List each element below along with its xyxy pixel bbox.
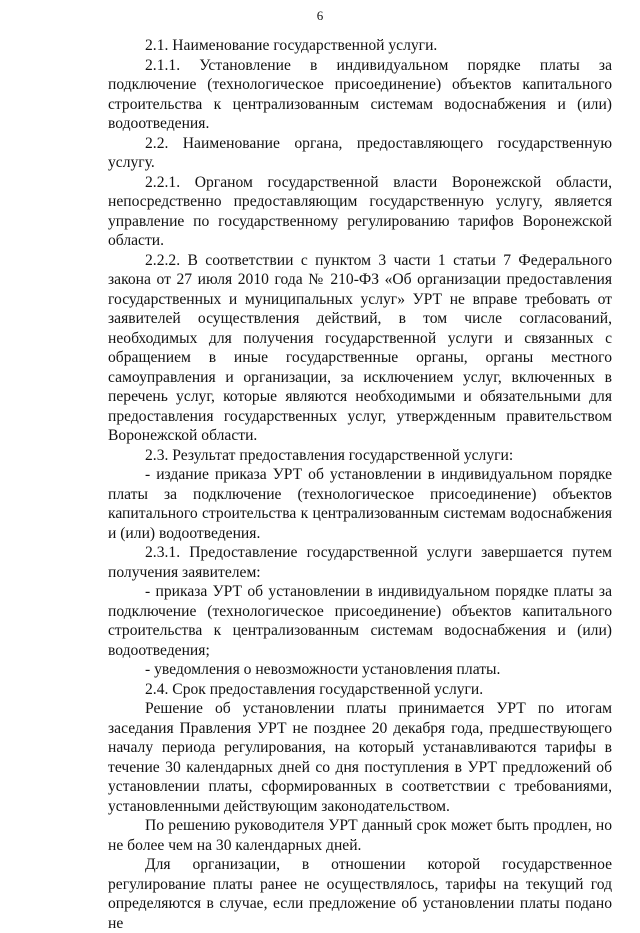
- section-heading-2-1: 2.1. Наименование государственной услуги.: [145, 37, 438, 54]
- section-heading-2-3: 2.3. Результат предоставления государственной услуги:: [145, 446, 514, 464]
- section-heading-2-4: 2.4. Срок предоставления государственной услуги.: [145, 680, 484, 698]
- document-body: [108, 36, 612, 933]
- paragraph-decision: Решение об установлении платы принимается УРТ по итогам заседания Правления УРТ не позднее 20 декабря года, предшествующего началу периода регулирования, на который устанавливаются тарифы в течение 30 календарных дней со дня поступления в УРТ предложений об установлении платы, сформированных в соответствии с требованиями, установленными действующим законодательством.: [108, 700, 612, 815]
- page-number: 6: [316, 8, 324, 23]
- list-item-notification: - уведомления о невозможности установления платы.: [145, 661, 501, 678]
- paragraph-new-organization: Для организации, в отношении которой государственное регулирование платы ранее не осуществлялось, тарифы на текущий год определяются в случае, если предложение об установлении платы подано не: [108, 856, 612, 932]
- list-item-order: - приказа УРТ об установлении в индивидуальном порядке платы за подключение (технологическое присоединение) объектов капитального строительства к централизованным системам водоснабжения и (или) водоотведения;: [108, 583, 612, 659]
- paragraph-2-2-2: 2.2.2. В соответствии с пунктом 3 части 1 статьи 7 Федерального закона от 27 июля 2010 года № 210-ФЗ «Об организации предоставления государственных и муниципальных услуг» УРТ не вправе требовать от заявителей осуществления действий, в том числе согласований, необходимых для получения государственной услуги и связанных с обращением в иные государственные органы, органы местного самоуправления и организации, за исключением услуг, включенных в перечень услуг, которые являются необходимыми и обязательными для предоставления государственных услуг, утвержденным правительством Воронежской области.: [108, 251, 612, 444]
- section-heading-2-2: 2.2. Наименование органа, предоставляющего государственную услугу.: [108, 134, 612, 171]
- paragraph-2-3-1: 2.3.1. Предоставление государственной услуги завершается путем получения заявителем:: [108, 544, 612, 581]
- paragraph-2-2-1: 2.2.1. Органом государственной власти Воронежской области, непосредственно предоставляющим государственную услугу, является управление по государственному регулированию тарифов Воронежской области.: [108, 173, 612, 249]
- paragraph-2-1-1: 2.1.1. Установление в индивидуальном порядке платы за подключение (технологическое присоединение) объектов капитального строительства к централизованным системам водоснабжения и (или) водоотведения.: [108, 56, 612, 132]
- list-item-order-issuance: - издание приказа УРТ об установлении в индивидуальном порядке платы за подключение (технологическое присоединение) объектов капитального строительства к централизованным системам водоснабжения и (или) водоотведения.: [108, 466, 612, 542]
- paragraph-extension: По решению руководителя УРТ данный срок может быть продлен, но не более чем на 30 календарных дней.: [108, 817, 612, 854]
